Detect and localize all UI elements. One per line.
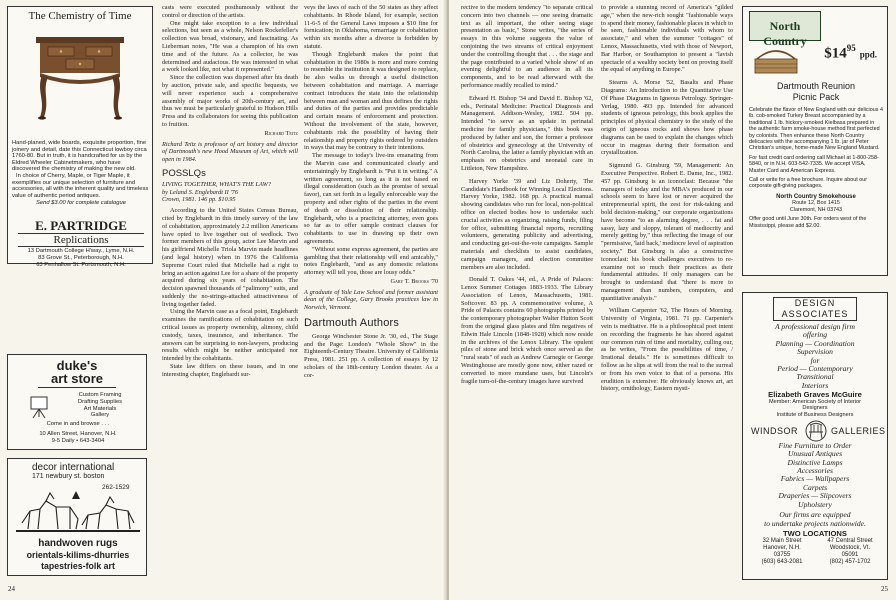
nc-addr-2: Claremont, NH 03743 [789, 206, 843, 213]
nc-note: Offer good until June 30th. For orders west of the Mississippi, please add $2.00. [749, 216, 867, 229]
left-column-1 [162, 4, 298, 584]
dukes-services [60, 392, 140, 419]
north-country-ad [742, 6, 888, 276]
col1-para-3: Since the collection was dispersed after his death by auction, private sale, and specific bequests, we will never experience such a comprehensive assembly of major works of 20th-century art, and thus we must be particularly grateful to Hudson Hills Press and its collaborators for seeing this publication to fruition. [162, 74, 298, 128]
decor-tag-1: handwoven rugs [38, 538, 118, 549]
col2-bio: A graduate of Yale Law School and former assistant dean of the College, Gary Brooks practices law in Norwich, Vermont. [304, 288, 438, 312]
decor-title: decor international [32, 462, 115, 473]
nc-banner: North Country [763, 19, 807, 48]
decor-ad [7, 458, 147, 576]
chem-ad-desc-2: In choice of Cherry, Maple, or Tiger Maple, it exemplifies our unique selection of furniture and accessories, all with the inherent quality and timeless value of authentic period antiques. [12, 172, 149, 199]
da-locations-head: TWO LOCATIONS [783, 528, 847, 538]
dukes-ad [7, 354, 147, 450]
windsor-header [743, 420, 887, 442]
nc-price-cents: 95 [846, 43, 856, 53]
decor-tag-2: orientals-kilims-dhurries [26, 550, 130, 560]
nc-body-1: Celebrate the flavor of New England with our delicious 4 lb. cob-smoked Turkey Breast accompanied by a traditional 1 lb. hickory-smoked Kielbasa prepared in the authentic farm smoke-house method first perfected by colonists. Then enhance these North Country delicacies with the accompanying 1 lb. jar of Peter Christian's unique, home-made New England Mustard. [749, 107, 883, 152]
section-heading-posslqs: POSSLQs [162, 167, 206, 179]
left-page-number: 24 [8, 585, 15, 593]
chem-ad-body [8, 140, 154, 207]
col1-para-5: Using the Marvin case as a focal point, Englebardt examines the ramifications of cohabitation on such critical issues as property ownership, alimony, child custody, taxes, insurance, and inheritance. The answers can be surprising to non-lawyers, producing results which might be neither anticipated nor intended by the cohabitants. [162, 308, 298, 363]
nc-body-3: Call or write for a free brochure. Inquire about our corporate gift-giving packages. [749, 177, 868, 190]
col4-book-1: Stearns A. Morse '52, Basalts and Phase Diagrams: An Introduction to the Quantitative Use Of Phase Diagrams in Igneous Petrology. Springer-Verlag, 1980. 493 pp. Intended for advanced students of igneous petrology, this book applies the principles of physical chemistry to the study of the origin of igneous rocks and shows how phase diagrams can be used to explain the changes which occur in magmas during their formation and crystallization. [601, 79, 733, 157]
lowboy-illustration [30, 29, 130, 123]
col2-authors-para: George Winchester Stone Jr. '30, ed., The Stage and the Page: London's "Whole Show" in the Eighteenth-Century Theatre. University of California Press, 1981. 251 pp. A collection of essays by 12 scholars of the 18th-century London theater. As a cor- [304, 332, 439, 379]
da-line-1: A professional design firm [775, 322, 855, 331]
partridge-logo [8, 219, 154, 268]
da-locations [743, 538, 887, 568]
col2-para-1: veys the laws of each of the 50 states as they affect cohabitants. In Rhode Island, for example, section 11-6-5 of the General Laws imposes a $10 fine for fornication; in Oklahoma, remarriage or cohabitation within six months after a divorce is forbidden by statute. [304, 4, 438, 50]
book-publisher: Crown, 1981. 146 pp. $10.95 [162, 196, 236, 204]
loc1-line-1: 32 Main Street [762, 537, 802, 544]
right-column-1 [461, 4, 593, 584]
loc1-line-4: (603) 643-2081 [761, 558, 803, 565]
da-title: DESIGN ASSOCIATES [773, 297, 857, 321]
brand-name: E. PARTRIDGE [35, 218, 127, 233]
left-column-2 [304, 4, 438, 584]
dukes-logo [38, 359, 116, 388]
nc-price [824, 43, 877, 62]
col1-para-2: One might take exception to a few individual selections, but seen as a whole, Nelson Rockefeller's collection was broad, visionary, and fascinating. As Lieberman notes, "He was a champion of his own time and of the future. As a collector, he was determined and audacious. He was interested in what a work looked like, not what it represented." [162, 19, 298, 74]
left-page [0, 0, 447, 600]
col1-para-1: casts were executed posthumously without the control or direction of the artists. [162, 4, 298, 19]
dukes-hours: 9-5 Daily • 643-3404 [51, 438, 105, 444]
col1-bio: Richard Teitz is professor of art history and director of Dartmouth's new Hood Museum of Art, which will open in 1984. [162, 140, 298, 164]
col1-para-6: State law differs on these issues, and in one interesting chapter, Englebardt sur- [162, 363, 298, 378]
dukes-service-1: Custom Framing [78, 392, 122, 398]
col3-para-1: rective to the modern tendency "to separate critical concern into two channels — one seeing dramatic text as all important, the other seeing stage presentation as basic," Stone writes, "the series of essays in this volume suggests the value of conjoining the two streams of critical enjoyment under the controlling thought that . . . the stage and the page contributed to a varied 'whole show' of an evening delightful to an audience in all its components, and to be read afterward with the performance readily recalled to mind." [461, 4, 593, 89]
dukes-service-3: Art Materials [83, 405, 117, 412]
nc-company: North Country Smokehouse [776, 193, 856, 200]
da-line2-5: Fabrics — Wallpapers [780, 474, 850, 484]
book-title: LIVING TOGETHER, WHAT'S THE LAW? [162, 180, 272, 188]
da-line-8: Interiors [801, 380, 829, 390]
col3-book-1: Edward H. Bishop '34 and David E. Bishop '62, eds., Perinatal Medicine: Practical Diagnosis and Management. Addison-Wesley, 1982. 504 pp. Intended "to serve as an update in perinatal medicine for family physicians," this book was produced by father and son, the former a professor of obstetrics and gynecology at the University of North Carolina, the latter a family physician with an emphasis on obstetrics and neonatal care in Littleton, New Hampshire. [461, 94, 593, 172]
nc-head-1: Dartmouth Reunion [776, 81, 856, 91]
dukes-address: 10 Allen Street, Hanover, N.H. [39, 431, 117, 437]
da-line-6: Period — Contemporary [777, 364, 853, 374]
camel-rider-illustration [16, 489, 140, 533]
loc2-line-3: 05091 [841, 551, 859, 558]
windsor-chair-icon [805, 420, 827, 442]
da-line2-3: Distinctive Lamps [787, 457, 843, 467]
col2-signature: Gary T. Brooks '70 [390, 277, 438, 285]
nc-price-main: $14 [824, 45, 847, 62]
da-line2-6: Carpets [802, 482, 828, 492]
decor-phone: 262-1529 [102, 484, 130, 491]
picnic-basket-illustration [751, 47, 801, 75]
col3-book-3: Donald T. Oakes '44, ed., A Pride of Palaces: Lenox Summer Cottages 1883-1933. The Library Association of Lenox, Massachusetts, 1981. Softcover. 83 pp. A commemorative volume, A Pride of Palaces contains 60 photographs printed by the contemporary photographer Walter Hutton Scott from the original glass plates and film negatives of Edwin Hale Lincoln (1848-1928) which now reside in the archives of the Lenox Library. The opulent piles of stone and brick which once served as the "rural seats" of such as Andrew Carnegie or George Westinghouse are mostly gone now, either razed or converted to more mundane uses, but Lincoln's fragile turn-of-the-century images have survived [461, 276, 593, 385]
col1-para-4: According to the United States Census Bureau, cited by Englebardt in this timely survey of the law of cohabitation, approximately 2.2 million Americans have opted to live together out of wedlock. Two former members of this group, actor Lee Marvin and his girlfriend Michelle Triola Marvin made headlines (and legal history) when in 1976 the California Supreme Court ruled that Michelle had a right to bring an action against Lee for a share of the property acquired during six years of cohabitation. The decision spawned thousands of "palimony" suits, and suddenly the no-strings-attached attractiveness of living together faded. [162, 207, 298, 308]
section-heading-dartmouth-authors: Dartmouth Authors [304, 317, 400, 330]
windsor-right: GALLERIES [831, 425, 886, 436]
da-person: Elizabeth Graves McGuire [768, 390, 862, 400]
da-line-4: Supervision [797, 347, 833, 357]
da-line2-7: Draperies — Slipcovers [778, 491, 852, 501]
da-location-hanover [753, 538, 811, 566]
dukes-service-4: Gallery [90, 412, 110, 419]
right-page-number: 25 [881, 585, 888, 593]
col4-book-3: William Carpenter '62, The Hours of Morning. University of Virginia, 1981. 71 pp. Carpenter's vein is meditative. He is a philosophical poet intent on recording the fragments he has shored against our common ruin of time and mortality, culling our, as he writes, "From the possibilities of time, / Irrational details." He is sometimes difficult to follow as he slips at will from the real to the surreal or from his own voice to that of a persona. His erudition is extensive: He obviously knows art, art history, ornithology, Eastern mysti- [601, 307, 733, 393]
right-page [449, 0, 896, 600]
nc-body [749, 107, 883, 229]
right-column-2 [601, 4, 733, 584]
partridge-address-1: 13 Dartmouth College H'way., Lyme, N.H. [27, 248, 135, 254]
loc1-line-2: Hanover, N.H. [763, 544, 801, 551]
da-offer-1: Our firms are equipped [779, 510, 851, 520]
da-line2-1: Fine Furniture to Order [778, 440, 852, 450]
da-line-5: for [810, 355, 820, 365]
col3-book-2: Harvey Yorke '39 and Liz Doherty, The Candidate's Handbook for Winning Local Elections. Harvey Yorke, 1982. 168 pp. A practical manual showing candidates who run for local, non-political office on elected bodies how to undertake such crucial activities as organizing, raising funds, filing for office, submitting financial reports, recruiting volunteers, generating publicity and advertising, and conducting get-out-the-vote campaigns. Sample materials and checklists to assist candidates, campaign managers, and election committee members are also included. [461, 177, 593, 271]
decor-street: 171 newbury st. boston [32, 473, 105, 480]
da-line2-2: Unusual Antiques [787, 449, 843, 459]
decor-tag-3: tapestries-folk art [41, 561, 115, 571]
da-member-1: Member: American Society of Interior [768, 399, 862, 406]
da-member-3: Institute of Business Designers [776, 411, 854, 418]
design-associates-ad [742, 292, 888, 580]
partridge-address-3: 63 Penhallow St. Portsmouth, N.H. [36, 261, 126, 268]
da-location-woodstock [819, 538, 881, 566]
da-line2-4: Accessories [797, 466, 833, 476]
da-line-3: Planning — Coordination [775, 338, 855, 348]
nc-head-2: Picnic Pack [792, 92, 840, 102]
chem-ad-title: The Chemistry of Time [28, 10, 132, 22]
loc2-line-2: Woodstock, Vt. [829, 544, 871, 551]
da-line-2: offering [802, 330, 828, 340]
nc-price-unit: ppd. [859, 49, 877, 60]
loc2-line-1: 47 Central Street [827, 537, 873, 544]
nc-addr-1: Route 12, Box 1415 [792, 200, 840, 207]
chem-ad-catalog: Send $3.00 for complete catalogue [36, 200, 126, 207]
col4-book-2: Sigmund G. Ginsburg '59, Management: An Executive Perspective. Robert E. Dame, Inc., 1982. 457 pp. Ginsburg is an iconoclast: Because "the managers of today and the MBA's produced in our schools seem to have lost or never acquired the entrepreneurial spirit, the zest for risk-taking and bold decision-making," our corporate organizations have become "to an alarming degree, . . . fat and sassy, lazy and sloppy, tolerant of mediocrity and merely getting by," thus reflecting the image of our "permissive, 'laid back,' mediocre level of aspiration society." But Ginsburg is also a constructive iconoclast: his book challenges executives to re-examine not so much their practices as their fundamental attitudes. If only managers can be brought to understand that "there is more to management than numbers, computers, and quantitative analysis." [601, 162, 733, 302]
brand-sub: Replications [18, 233, 144, 247]
da-line-7: Transitional [796, 372, 834, 382]
loc2-line-4: (802) 457-1702 [829, 558, 871, 565]
da-member-2: Designers [802, 405, 828, 412]
partridge-address-2: 83 Grove St., Peterborough, N.H. [38, 254, 124, 261]
chem-ad-desc: Hand-planed, wide boards, exquisite proportion, fine joinery and detail, date this Connecticut lowboy circa 1760-80. But in truth, it is handcrafted for us by the Eldred Wheeler Cabinetmakers, who have discovered the chemistry of making the new old. [12, 140, 147, 173]
da-line2-8: Upholstery [798, 499, 832, 509]
partridge-ad [7, 6, 153, 268]
nc-body-2: For fast credit card ordering call Michael at 1-800-258-5840, or in N.H. 603-542-7335. We accept VISA, Master Card and American Express. [749, 154, 879, 174]
windsor-left: WINDSOR [751, 425, 798, 436]
col2-para-4: "Without some express agreement, the parties are gambling that their relationship will end amicably," notes Englebardt, "and as any domestic relations attorney will tell you, those are lousy odds." [304, 245, 438, 277]
col4-para-1: to provide a stunning record of America's "gilded age," when the new-rich sought "fashionable ways to spend their money, fashionable places in which to be seen, fashionable individuals with whom to associate," and when the summer "cottages" of Lenox, Massachusetts, vied with those of Newport, Bar Harbor, or Southampton to present a "lavish spectacle of a wealthy society bent on proving itself the equal of anything in Europe." [601, 4, 733, 74]
dukes-invite: Come in and browse . . . [46, 421, 110, 427]
easel-icon [28, 395, 50, 419]
nc-banner-box [749, 11, 821, 48]
col2-para-2: Though Englebardt makes the point that cohabitation in the 1980s is more and more coming to resemble the institution it was designed to replace, he also walks us through a useful distinction between cohabitation and marriage. A marriage contract introduces the state into the relationship between man and woman and thus defines the rights and duties of the parties and provides predictable and certain means of enforcement and protection. Without the involvement of the state, however, cohabitants risk the possibility of having their relationship and property rights ordered by outsiders in ways that may be contrary to their intentions. [304, 50, 438, 152]
col2-para-3: The message to today's live-ins emanating from the Marvin case and communicated clearly and entertainingly by Englebardt is "Put it in writing." A written agreement, so long as it is not based on illegal consideration (such as the promise of sexual favor), can set forth in a legally enforceable way the property and other rights of the parties in the event of death or dissolution of their relationship. Englebardt, who is a practicing attorney, even goes so far as to offer sample contract clauses for cohabitants to use in drawing up their own agreements. [304, 152, 438, 245]
dukes-title-1: duke's [56, 358, 98, 373]
book-author: by Leland S. Englebardt II '76 [162, 188, 238, 196]
dukes-service-2: Drafting Supplies [77, 398, 123, 405]
loc1-line-3: 03755 [773, 551, 791, 558]
da-offer-2: to undertake projects nationwide. [764, 518, 866, 528]
dukes-title-2: art store [50, 371, 104, 386]
col1-signature: Richard Teitz [264, 129, 298, 137]
